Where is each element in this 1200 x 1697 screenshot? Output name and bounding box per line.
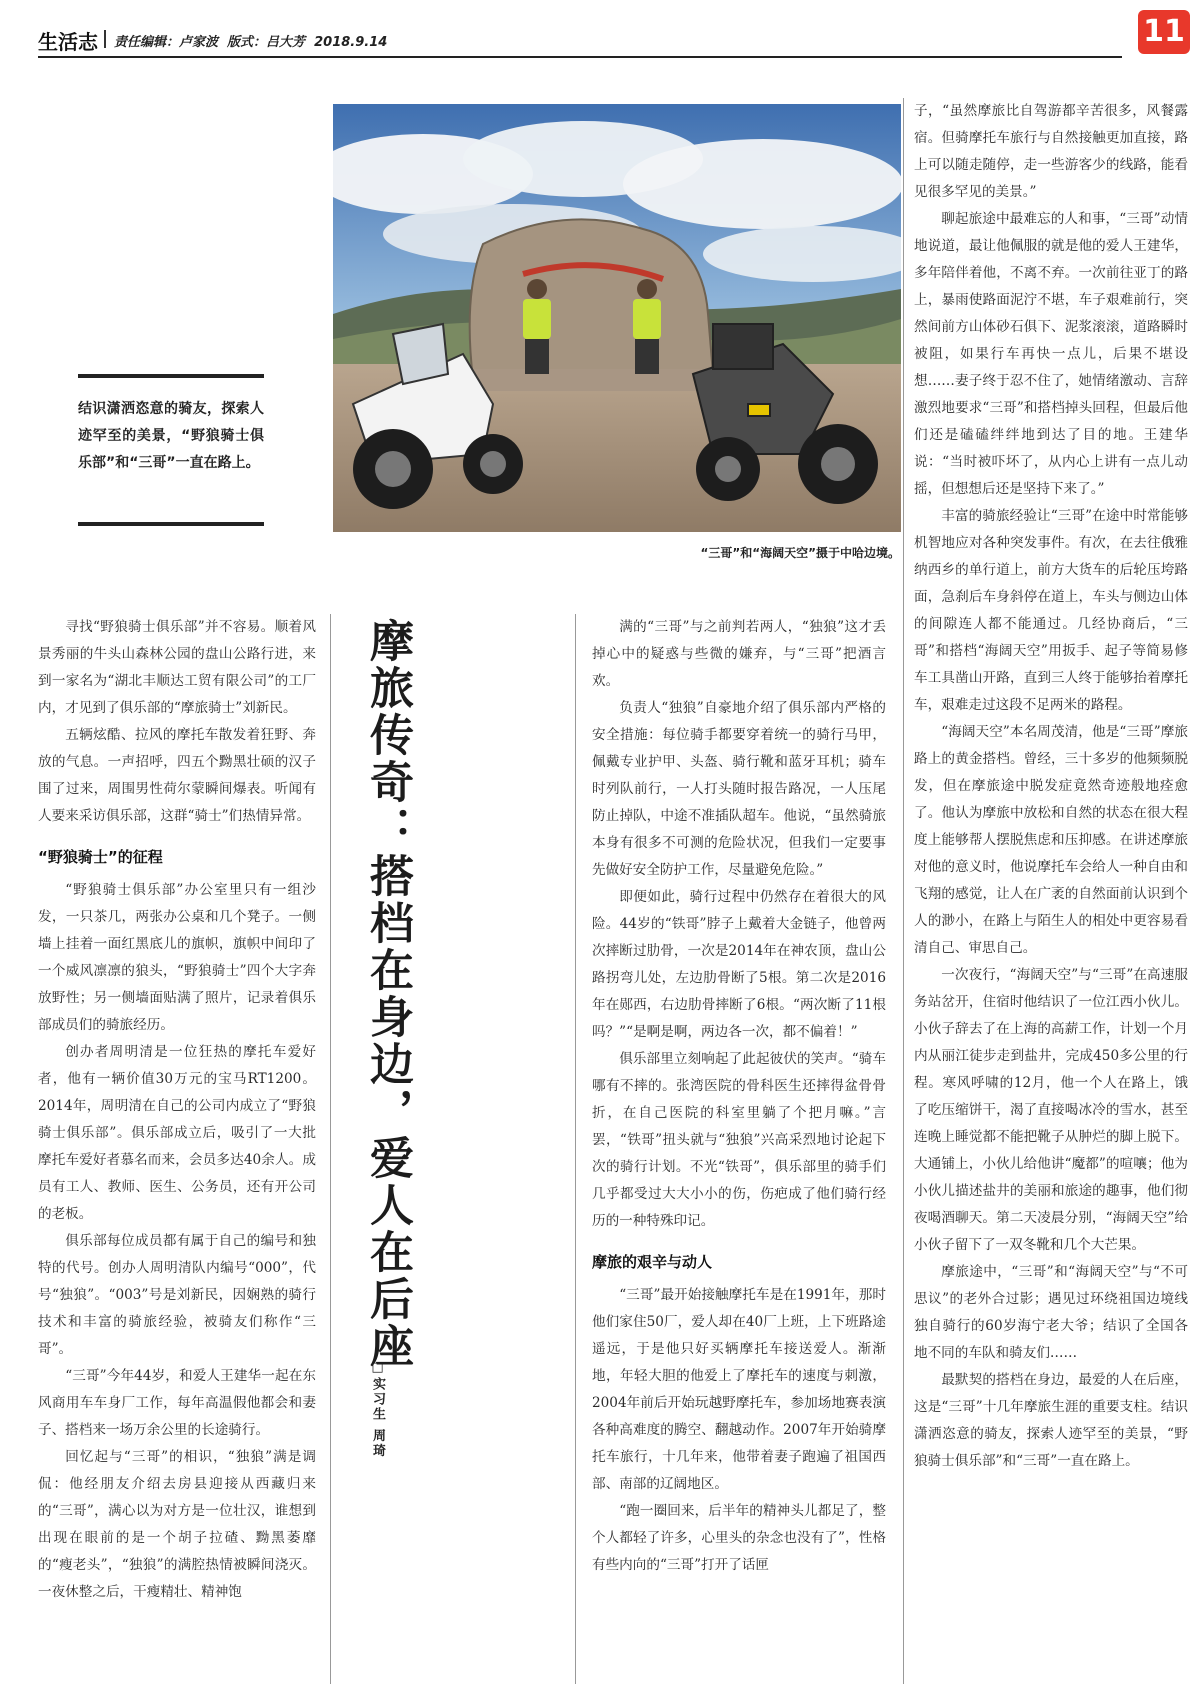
paragraph: 摩旅途中，“三哥”和“海阔天空”与“不可思议”的老外合过影；遇见过环绕祖国边境线独自骑行的60岁海宁老大爷；结识了全国各地不同的车队和骑友们…… <box>914 1264 1188 1361</box>
paragraph: “海阔天空”本名周茂清，他是“三哥”摩旅路上的黄金搭档。曾经，三十多岁的他频频脱发，但在摩旅途中脱发症竟然奇迹般地痊愈了。他认为摩旅中放松和自然的状态在很大程度上能够帮人摆脱焦虑和压抑感。在讲述摩旅对他的意义时，他说摩托车会给人一种自由和飞翔的感觉，让人在广袤的自然面前认识到个人的渺小，在路上与陌生人的相处中更容易看清自己、审思自己。 <box>914 724 1188 956</box>
paragraph: “跑一圈回来，后半年的精神头儿都足了，整个人都轻了许多，心里头的杂念也没有了”，性格有些内向的“三哥”打开了话匣 <box>592 1503 886 1573</box>
byline: □实习生 周琦 <box>370 1360 385 1459</box>
column-divider <box>330 614 331 1684</box>
paragraph: 即便如此，骑行过程中仍然存在着很大的风险。44岁的“铁哥”脖子上戴着大金链子，他曾两次摔断过肋骨，一次是2014年在神农顶，盘山公路拐弯儿处，左边肋骨断了5根。第二次是2016年在郧西，右边肋骨摔断了6根。“两次断了11根吗？”“是啊是啊，两边各一次，都不偏着！” <box>592 889 886 1040</box>
paragraph: 回忆起与“三哥”的相识，“独狼”满是调侃：他经朋友介绍去房县迎接从西藏归来的“三哥”，满心以为对方是一位壮汉，谁想到出现在眼前的是一个胡子拉碴、黝黑萎靡的“瘦老头”，“独狼”的满腔热情被瞬间浇灭。一夜休整之后，干瘦精壮、精神饱 <box>38 1449 316 1600</box>
article-column-4 <box>914 98 1188 1475</box>
paragraph: 俱乐部每位成员都有属于自己的编号和独特的代号。创办人周明清队内编号“000”，代号“独狼”。“003”号是刘新民，因娴熟的骑行技术和丰富的骑旅经验，被骑友们称作“三哥”。 <box>38 1233 316 1357</box>
pull-quote: 结识潇洒恣意的骑友，探索人迹罕至的美景，“野狼骑士俱乐部”和“三哥”一直在路上。 <box>78 401 264 471</box>
header-divider <box>104 30 106 48</box>
photo-caption: “三哥”和“海阔天空”摄于中哈边境。 <box>700 546 900 560</box>
paragraph: 丰富的骑旅经验让“三哥”在途中时常能够机智地应对各种突发事件。有次，在去往俄雅纳西乡的单行道上，前方大货车的后轮压垮路面，急刹后车身斜停在道上，车头与侧边山体的间隙连人都不能通过。几经协商后，“三哥”和搭档“海阔天空”用扳手、起子等简易修车工具凿山开路，直到三人终于能够抬着摩托车，艰难走过这段不足两米的路程。 <box>914 508 1188 713</box>
paragraph: 寻找“野狼骑士俱乐部”并不容易。顺着风景秀丽的牛头山森林公园的盘山公路行进，来到一家名为“湖北丰顺达工贸有限公司”的工厂内，才见到了俱乐部的“摩旅骑士”刘新民。 <box>38 619 316 716</box>
paragraph: 负责人“独狼”自豪地介绍了俱乐部内严格的安全措施：每位骑手都要穿着统一的骑行马甲，佩戴专业护甲、头盔、骑行靴和蓝牙耳机；骑车时列队前行，一人打头随时报告路况，一人压尾防止掉队，中途不准插队超车。他说，“虽然骑旅本身有很多不可测的危险状况，但我们一定要事先做好安全防护工作，尽量避免危险。” <box>592 700 886 878</box>
motorcycle-photo-illustration <box>333 104 901 532</box>
paragraph: “野狼骑士俱乐部”办公室里只有一组沙发，一只茶几，两张办公桌和几个凳子。一侧墙上挂着一面红黑底儿的旗帜，旗帜中间印了一个威风凛凛的狼头，“野狼骑士”四个大字奔放野性；另一侧墙面贴满了照片，记录着俱乐部成员们的骑旅经历。 <box>38 882 316 1033</box>
section-title: 生活志 <box>38 30 98 54</box>
paragraph: 一次夜行，“海阔天空”与“三哥”在高速服务站岔开，住宿时他结识了一位江西小伙儿。小伙子辞去了在上海的高薪工作，计划一个月内从丽江徒步走到盐井，完成450多公里的行程。寒风呼啸的12月，他一个人在路上，饿了吃压缩饼干，渴了直接喝冰冷的雪水，甚至连晚上睡觉都不能把靴子从肿烂的脚上脱下。大通铺上，小伙儿给他讲“魔都”的喧嚷；他为小伙儿描述盐井的美丽和旅途的趣事，他们彻夜喝酒聊天。第二天凌晨分别，“海阔天空”给小伙子留下了一双冬靴和几个大芒果。 <box>914 967 1188 1253</box>
column-divider <box>903 98 904 1684</box>
pull-quote-rule-bottom <box>78 522 264 526</box>
paragraph: “三哥”今年44岁，和爱人王建华一起在东风商用车车身厂工作，每年高温假他都会和妻子、搭档来一场万余公里的长途骑行。 <box>38 1368 316 1438</box>
paragraph: 五辆炫酷、拉风的摩托车散发着狂野、奔放的气息。一声招呼，四五个黝黑壮硕的汉子围了过来，周围男性荷尔蒙瞬间爆表。听闻有人要来采访俱乐部，这群“骑士”们热情异常。 <box>38 727 316 824</box>
pull-quote-rule-top <box>78 374 264 378</box>
paragraph: 最默契的搭档在身边，最爱的人在后座，这是“三哥”十几年摩旅生涯的重要支柱。结识潇洒恣意的骑友，探索人迹罕至的美景，“野狼骑士俱乐部”和“三哥”一直在路上。 <box>914 1372 1188 1469</box>
paragraph: 聊起旅途中最难忘的人和事，“三哥”动情地说道，最让他佩服的就是他的爱人王建华，多年陪伴着他，不离不弃。一次前往亚丁的路上，暴雨使路面泥泞不堪，车子艰难前行，突然间前方山体砂石俱下、泥浆滚滚，道路瞬时被阻，如果行车再快一点儿，后果不堪设想……妻子终于忍不住了，她情绪激动、言辞激烈地要求“三哥”和搭档掉头回程，但最后他们还是磕磕绊绊地到达了目的地。王建华说：“当时被吓坏了，从内心上讲有一点儿动摇，但想想后还是坚持下来了。” <box>914 211 1188 497</box>
paragraph: “三哥”最开始接触摩托车是在1991年，那时他们家住50厂，爱人却在40厂上班，上下班路途遥远，于是他只好买辆摩托车接送爱人。渐渐地，年轻大胆的他爱上了摩托车的速度与刺激，2004年前后开始玩越野摩托车，参加场地赛表演各种高难度的腾空、翻越动作。2007年开始骑摩托车旅行，十几年来，他带着妻子跑遍了祖国西部、南部的辽阔地区。 <box>592 1287 886 1492</box>
paragraph: 创办者周明清是一位狂热的摩托车爱好者，他有一辆价值30万元的宝马RT1200。2014年，周明清在自己的公司内成立了“野狼骑士俱乐部”。俱乐部成立后，吸引了一大批摩托车爱好者慕名而来，会员多达40余人。成员有工人、教师、医生、公务员，还有开公司的老板。 <box>38 1044 316 1222</box>
page-number-badge: 11 <box>1138 10 1190 54</box>
paragraph: 满的“三哥”与之前判若两人，“独狼”这才丢掉心中的疑惑与些微的嫌弃，与“三哥”把酒言欢。 <box>592 619 886 689</box>
header-rule <box>38 56 1122 58</box>
header-meta: 责任编辑：卢家波 版式：吕大芳 2018.9.14 <box>114 35 388 50</box>
section-heading: “野狼骑士”的征程 <box>38 848 163 866</box>
article-column-1 <box>38 614 316 1606</box>
article-photo <box>333 104 901 532</box>
paragraph: 子，“虽然摩旅比自驾游都辛苦很多，风餐露宿。但骑摩托车旅行与自然接触更加直接，路上可以随走随停，走一些游客少的线路，能看见很多罕见的美景。” <box>914 103 1188 200</box>
article-title: 摩旅传奇：搭档在身边，爱人在后座 <box>362 618 413 1370</box>
column-divider <box>575 614 576 1684</box>
article-column-3 <box>592 614 886 1579</box>
section-heading: 摩旅的艰辛与动人 <box>592 1253 713 1271</box>
paragraph: 俱乐部里立刻响起了此起彼伏的笑声。“骑车哪有不摔的。张湾医院的骨科医生还摔得盆骨骨折，在自己医院的科室里躺了个把月嘛。”言罢，“铁哥”扭头就与“独狼”兴高采烈地讨论起下次的骑行计划。不光“铁哥”，俱乐部里的骑手们几乎都受过大大小小的伤，伤疤成了他们骑行经历的一种特殊印记。 <box>592 1051 886 1229</box>
